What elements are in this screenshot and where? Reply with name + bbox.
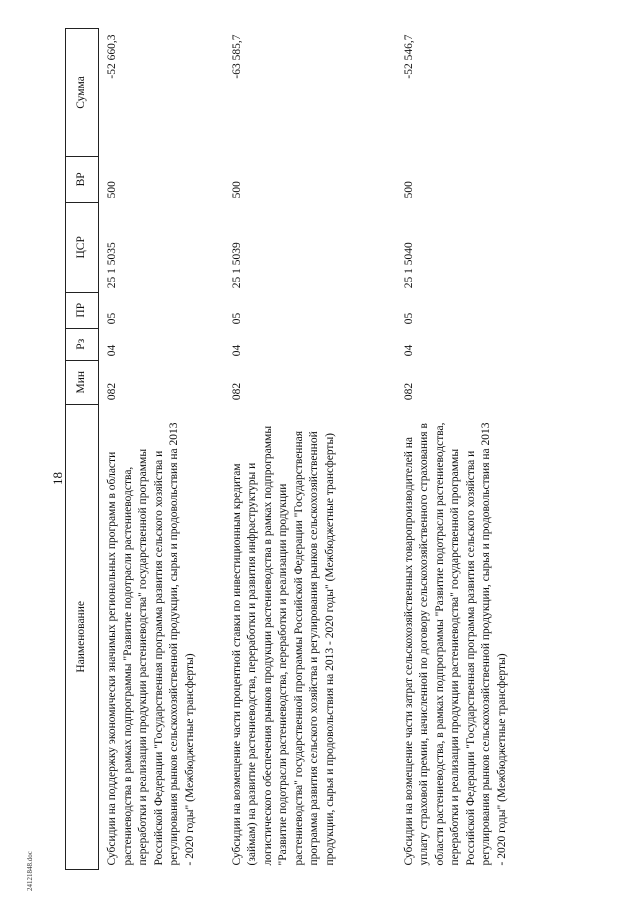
header-pr: ПР bbox=[66, 292, 99, 328]
header-csr: ЦСР bbox=[66, 202, 99, 292]
row-vr: 500 bbox=[230, 181, 243, 199]
row-name: Субсидии на поддержку экономически значимых региональных программ в области растениеводства в рамках подпрограммы "Развитие подотрасли растениеводства, переработки и реализации продукции растениеводства" государственной программы Российской Федерации "Государственная программа развития сельского хозяйства и регулирования рынков сельскохозяйственной продукции, сырья и продовольствия на 2013 - 2020 годы" (Межбюджетные трансферты) bbox=[106, 422, 196, 866]
row-csr: 25 1 5039 bbox=[230, 242, 243, 289]
header-sum: Сумма bbox=[66, 29, 99, 157]
header-vr: ВР bbox=[66, 156, 99, 202]
row-min: 082 bbox=[402, 382, 415, 401]
row-rz: 04 bbox=[402, 344, 415, 357]
row-sum: -52 660,3 bbox=[106, 34, 118, 79]
row-name: Субсидии на возмещение части затрат сельскохозяйственных товаропроизводителей на уплату страховой премии, начисленной по договору сельскохозяйственного страхования в области растениеводства, в рамках подпрограммы "Развитие подотрасли растениеводства, переработки и реализации продукции растениеводства" государственной программы Российской Федерации "Государственная программа развития сельского хозяйства и регулирования рынков сельскохозяйственной продукции, сырья и продовольствия на 2013 - 2020 годы" (Межбюджетные трансферты) bbox=[402, 422, 509, 866]
row-rz: 04 bbox=[106, 344, 118, 357]
header-min: Мин bbox=[66, 360, 99, 404]
header-rz: Рз bbox=[66, 328, 99, 360]
row-sum: -63 585,7 bbox=[230, 34, 243, 79]
row-pr: 05 bbox=[106, 312, 118, 325]
row-pr: 05 bbox=[230, 312, 243, 325]
table-row bbox=[224, 29, 396, 870]
header-name: Наименование bbox=[66, 404, 99, 869]
document-footer: 24121848.doc bbox=[26, 851, 34, 891]
row-pr: 05 bbox=[402, 312, 415, 325]
table-row bbox=[396, 29, 517, 870]
table-header-row bbox=[66, 29, 99, 870]
row-sum: -52 546,7 bbox=[402, 34, 415, 79]
row-min: 082 bbox=[230, 382, 243, 401]
budget-table bbox=[65, 28, 517, 870]
row-csr: 25 1 5040 bbox=[402, 242, 415, 289]
row-vr: 500 bbox=[106, 181, 118, 199]
page-number: 18 bbox=[50, 472, 65, 485]
row-rz: 04 bbox=[230, 344, 243, 357]
row-csr: 25 1 5035 bbox=[106, 242, 118, 289]
row-vr: 500 bbox=[402, 181, 415, 199]
row-min: 082 bbox=[106, 382, 118, 401]
row-name: Субсидии на возмещение части процентной ставки по инвестиционным кредитам (займам) на развитие растениеводства, переработки и развития инфраструктуры и логистического обеспечения рынков продукции растениеводства в рамках подпрограммы "Развитие подотрасли растениеводства, переработки и реализации продукции растениеводства" государственной программы Российской Федерации "Государственная программа развития сельского хозяйства и регулирования рынков сельскохозяйственной продукции, сырья и продовольствия на 2013 - 2020 годы" (Межбюджетные трансферты) bbox=[230, 425, 337, 866]
table-row bbox=[99, 29, 224, 870]
